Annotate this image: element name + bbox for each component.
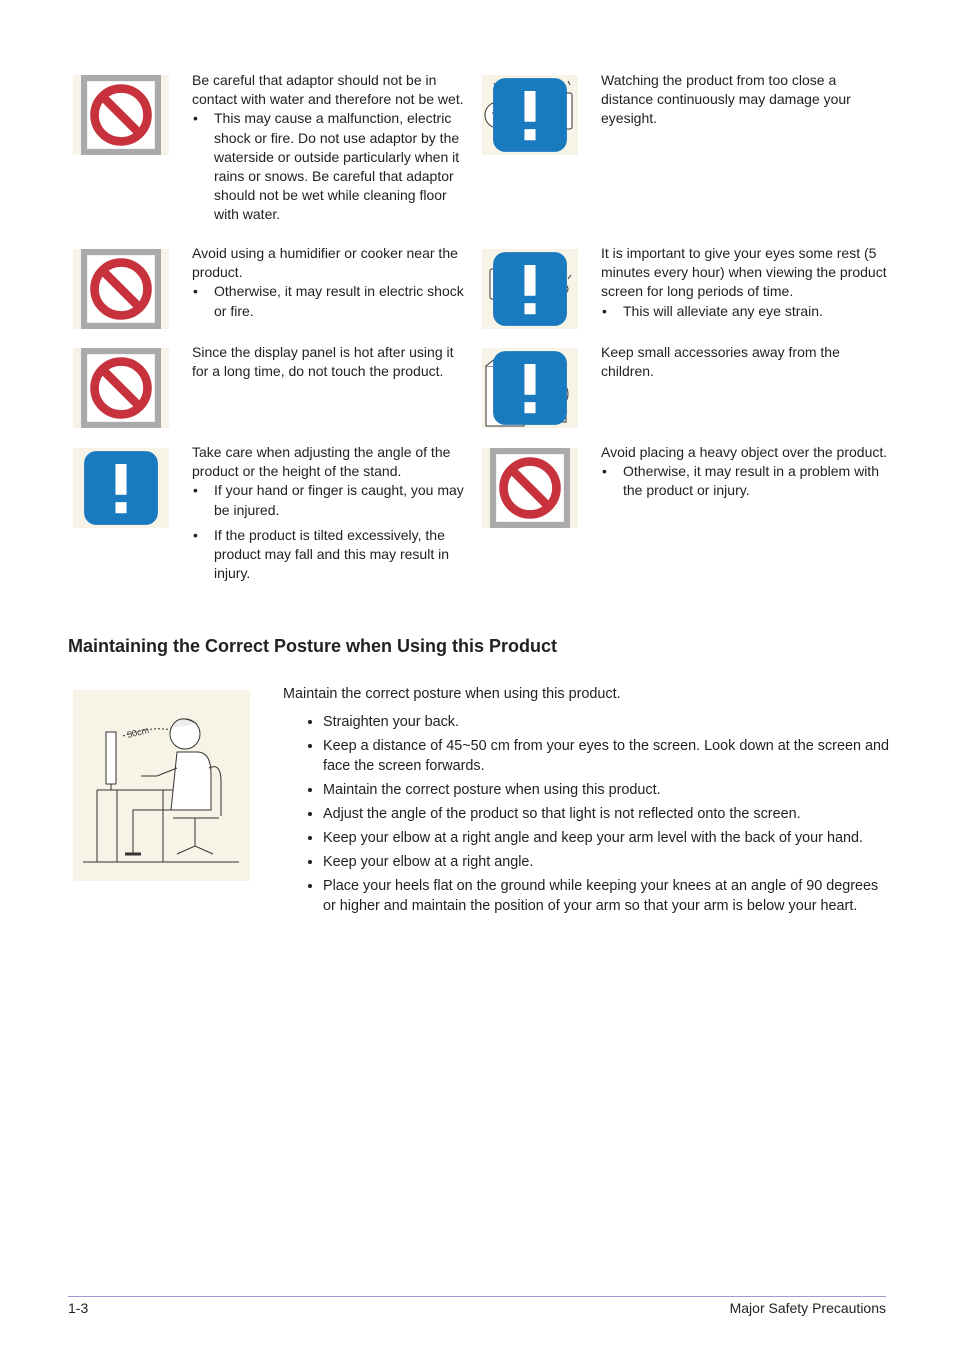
adjust-stand-illustration — [73, 448, 169, 528]
hot-panel-illustration — [73, 348, 169, 428]
posture-bullet: • Place your heels flat on the ground while keeping your knees at an angle of 90 degrees or higher and maintain the position of your arm so that your arm is below your heart. — [323, 876, 893, 916]
caution-icon — [482, 249, 578, 329]
warning-item-1 — [192, 71, 472, 225]
warning-bullet: • This will alleviate any eye strain. — [601, 302, 891, 321]
warning-bullet: • Otherwise, it may result in electric shock or fire. — [192, 282, 472, 320]
warning-bullet: • If the product is tilted excessively, the product may fall and this may result in injury. — [192, 526, 472, 584]
adaptor-water-illustration — [73, 75, 169, 155]
warning-item-3 — [192, 244, 472, 321]
warning-item-8 — [601, 443, 891, 501]
distance-label: 50cm — [126, 724, 150, 740]
footer-section-title: Major Safety Precautions — [729, 1300, 886, 1316]
warning-item-7 — [192, 443, 472, 583]
warning-item-6 — [601, 343, 891, 381]
posture-illustration — [73, 690, 250, 881]
prohibited-icon — [73, 249, 169, 329]
warning-bullet: • If your hand or finger is caught, you may be injured. — [192, 481, 472, 519]
viewing-distance-illustration — [482, 75, 578, 155]
warning-bullet: • This may cause a malfunction, electric shock or fire. Do not use adaptor by the waterside or outside particularly when it rains or snows. Be careful that adaptor should not be wet while cleaning floor with water. — [192, 109, 472, 224]
warning-text: Since the display panel is hot after using it for a long time, do not touch the product. — [192, 344, 454, 380]
child-accessories-illustration — [482, 348, 578, 428]
page-number: 1-3 — [68, 1300, 89, 1316]
warning-text: Keep small accessories away from the children. — [601, 344, 840, 380]
prohibited-icon — [73, 75, 169, 155]
posture-bullet: • Keep a distance of 45~50 cm from your eyes to the screen. Look down at the screen and face the screen forwards. — [323, 736, 893, 776]
posture-bullet: • Straighten your back. — [323, 712, 893, 732]
posture-bullet: • Keep your elbow at a right angle and keep your arm level with the back of your hand. — [323, 828, 893, 848]
caution-icon — [482, 348, 578, 428]
posture-intro: Maintain the correct posture when using this product. — [283, 686, 621, 702]
warning-bullet: • Otherwise, it may result in a problem with the product or injury. — [601, 462, 891, 500]
warning-text: Be careful that adaptor should not be in contact with water and therefore not be wet. — [192, 72, 464, 108]
humidifier-illustration — [73, 249, 169, 329]
posture-bullet: • Maintain the correct posture when using this product. — [323, 780, 893, 800]
warning-item-4 — [601, 244, 891, 321]
posture-bullet: • Keep your elbow at a right angle. — [323, 852, 893, 872]
caution-icon — [482, 75, 578, 155]
footer-divider — [68, 1296, 886, 1297]
warning-text: Avoid placing a heavy object over the product. — [601, 444, 888, 460]
warning-item-5 — [192, 343, 472, 381]
section-heading: Maintaining the Correct Posture when Using this Product — [68, 636, 558, 656]
warning-text: Avoid using a humidifier or cooker near the product. — [192, 245, 458, 281]
warning-text: Take care when adjusting the angle of the product or the height of the stand. — [192, 444, 451, 480]
warning-text: Watching the product from too close a distance continuously may damage your eyesight. — [601, 72, 851, 127]
warning-item-2 — [601, 71, 891, 129]
heavy-object-illustration — [482, 448, 578, 528]
prohibited-icon — [73, 348, 169, 428]
caution-icon — [73, 448, 169, 528]
posture-bullet: • Adjust the angle of the product so that light is not reflected onto the screen. — [323, 804, 893, 824]
warning-text: It is important to give your eyes some rest (5 minutes every hour) when viewing the product screen for long periods of time. — [601, 245, 887, 300]
posture-text — [283, 684, 893, 930]
prohibited-icon — [482, 448, 578, 528]
eye-rest-illustration — [482, 249, 578, 329]
